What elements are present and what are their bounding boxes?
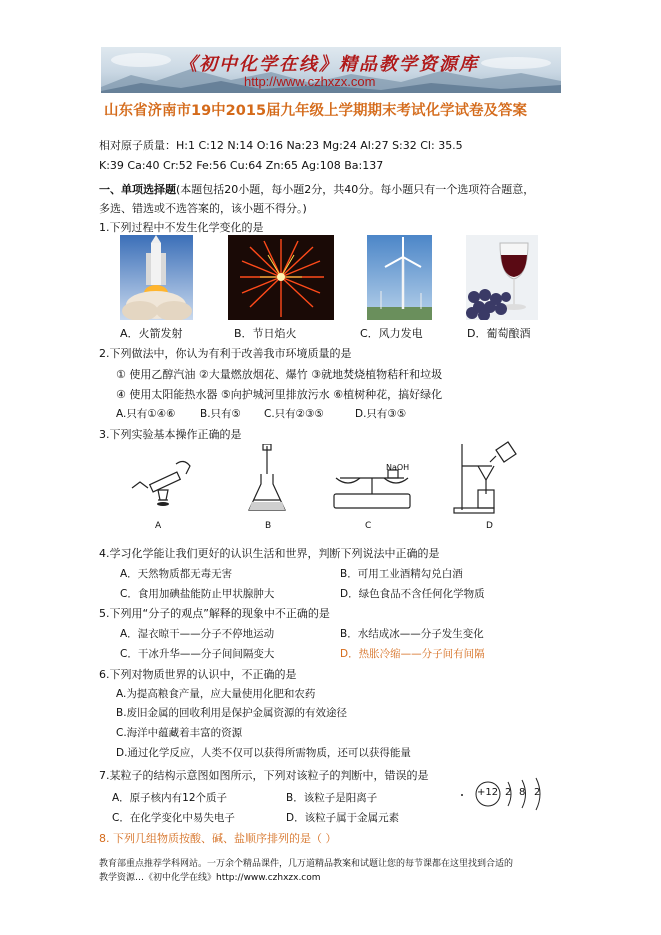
q5-stem: 5.下列用“分子的观点”解释的现象中不正确的是 xyxy=(99,607,330,620)
q2-option-d: D.只有③⑤ xyxy=(355,408,407,420)
q7-stem: 7.某粒子的结构示意图如图所示，下列对该粒子的判断中，错误的是 xyxy=(99,769,429,782)
naoh-label: NaOH xyxy=(386,463,410,472)
experiment-d-label: D xyxy=(486,521,493,531)
q2-items-line-2: ④ 使用太阳能热水器 ⑤向护城河里排放污水 ⑥植树种花，搞好绿化 xyxy=(116,388,443,401)
experiment-b-label: B xyxy=(265,521,272,531)
shell-1-electrons: 2 xyxy=(505,787,512,798)
atomic-mass-line-1: 相对原子质量：H:1 C:12 N:14 O:16 Na:23 Mg:24 Al:27 S:32 Cl: 35.5 xyxy=(99,139,463,152)
q5-option-c: C．干冰升华——分子间间隔变大 xyxy=(120,648,275,660)
section-desc-2: 多选、错选或不选答案的，该小题不得分。) xyxy=(99,202,307,215)
q2-option-a: A.只有①④⑥ xyxy=(116,408,176,420)
shell-3-electrons: 2 xyxy=(534,787,541,798)
q6-option-c: C.海洋中蕴藏着丰富的资源 xyxy=(116,727,243,739)
q4-option-c: C．食用加碘盐能防止甲状腺肿大 xyxy=(120,588,275,600)
q7-option-d: D．该粒子属于金属元素 xyxy=(286,812,400,824)
q5-option-b: B．水结成冰——分子发生变化 xyxy=(340,628,484,640)
experiment-b-drawing xyxy=(245,444,290,516)
q4-option-b: B．可用工业酒精勾兑白酒 xyxy=(340,568,463,580)
q2-option-c: C.只有②③⑤ xyxy=(264,408,324,420)
q7-option-a: A．原子核内有12个质子 xyxy=(112,792,228,804)
section-title: 一、单项选择题 xyxy=(99,183,176,196)
header-banner xyxy=(101,47,561,93)
q8-stem: 8. 下列几组物质按酸、碱、盐顺序排列的是（ ） xyxy=(99,832,337,845)
footer-line-2: 教学资源…《初中化学在线》http://www.czhxzx.com xyxy=(99,873,321,883)
rocket-launch-image xyxy=(120,235,193,320)
q6-option-d: D.通过化学反应，人类不仅可以获得所需物质，还可以获得能量 xyxy=(116,747,411,759)
section-heading xyxy=(99,181,534,197)
q7-option-b: B．该粒子是阳离子 xyxy=(286,792,378,804)
experiment-d-filtration-drawing xyxy=(450,440,520,516)
footer-line-1: 教育部重点推荐学科网站。一万余个精品课件，几万道精品教案和试题让您的每节课都在这里找到合适的 xyxy=(99,859,514,869)
cloud-shape xyxy=(111,53,171,67)
q2-option-b: B.只有⑤ xyxy=(200,408,241,420)
experiment-a-drawing xyxy=(128,444,198,516)
banner-title: 《初中化学在线》精品教学资源库 xyxy=(179,54,479,75)
wind-turbine-image xyxy=(367,235,432,320)
q7-option-c: C．在化学变化中易失电子 xyxy=(112,812,235,824)
banner-url[interactable]: http://www.czhxzx.com xyxy=(244,74,376,89)
q6-option-b: B.废旧金属的回收利用是保护金属资源的有效途径 xyxy=(116,707,348,719)
section-desc-1: (本题包括20小题，每小题2分，共40分。每小题只有一个选项符合题意， xyxy=(176,183,535,196)
wine-grapes-image xyxy=(466,235,538,320)
page-title: 山东省济南市19中2015届九年级上学期期末考试化学试卷及答案 xyxy=(104,103,528,119)
q4-option-d: D．绿色食品不含任何化学物质 xyxy=(340,588,485,600)
atomic-mass-line-2: K:39 Ca:40 Cr:52 Fe:56 Cu:64 Zn:65 Ag:108 Ba:137 xyxy=(99,159,384,172)
q1-stem: 1.下列过程中不发生化学变化的是 xyxy=(99,221,264,234)
q6-option-a: A.为提高粮食产量，应大量使用化肥和农药 xyxy=(116,688,316,700)
nucleus-charge: +12 xyxy=(477,787,499,798)
experiment-c-label: C xyxy=(365,521,372,531)
q4-stem: 4.学习化学能让我们更好的认识生活和世界，判断下列说法中正确的是 xyxy=(99,547,440,560)
experiment-a-label: A xyxy=(155,521,162,531)
q1-option-b: B．节日焰火 xyxy=(234,327,297,340)
q1-option-d: D．葡萄酿酒 xyxy=(467,327,531,340)
cloud-shape xyxy=(481,57,551,69)
fireworks-image xyxy=(228,235,334,320)
q5-option-d: D．热胀冷缩——分子间有间隔 xyxy=(340,648,485,660)
q6-stem: 6.下列对物质世界的认识中，不正确的是 xyxy=(99,668,297,681)
q1-option-c: C．风力发电 xyxy=(360,327,423,340)
q1-option-a: A．火箭发射 xyxy=(120,327,183,340)
q2-stem: 2.下列做法中，你认为有利于改善我市环境质量的是 xyxy=(99,347,352,360)
q2-items-line-1: ① 使用乙醇汽油 ②大量燃放烟花、爆竹 ③就地焚烧植物秸秆和垃圾 xyxy=(116,368,443,381)
shell-2-electrons: 8 xyxy=(519,787,526,798)
q5-option-a: A．湿衣晾干——分子不停地运动 xyxy=(120,628,275,640)
q4-option-a: A．天然物质都无毒无害 xyxy=(120,568,233,580)
q3-stem: 3.下列实验基本操作正确的是 xyxy=(99,428,242,441)
